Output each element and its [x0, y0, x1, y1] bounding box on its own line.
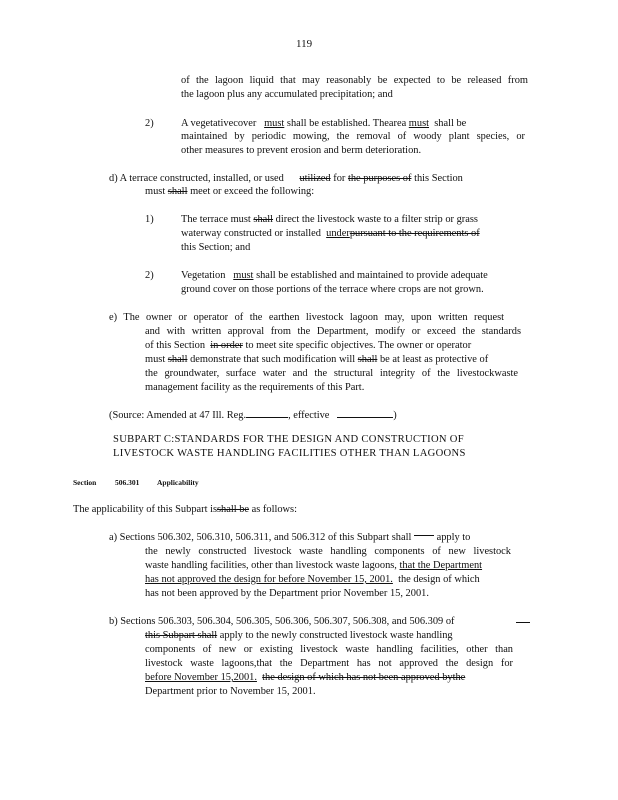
- list-number: 2): [145, 270, 154, 281]
- paragraph-line: The terrace must shall direct the livestock waste to a filter strip or grass: [181, 214, 478, 225]
- paragraph-line: components of new or existing livestock waste handling facilities, other than: [145, 644, 513, 655]
- paragraph-line: management facility as the requirements of this Part.: [145, 382, 365, 393]
- paragraph-line: the lagoon plus any accumulated precipitation; and: [181, 89, 393, 100]
- paragraph-line: has not been approved by the Department prior November 15, 2001.: [145, 588, 429, 599]
- paragraph-line: The applicability of this Subpart isshall be as follows:: [73, 504, 297, 515]
- paragraph-line: Vegetation must shall be established and maintained to provide adequate: [181, 270, 488, 281]
- paragraph-line: a) Sections 506.302, 506.310, 506.311, and 506.312 of this Subpart shall apply to: [109, 532, 471, 543]
- paragraph-line: A vegetativecover must shall be established. Thearea must shall be: [181, 118, 467, 129]
- paragraph-line: of the lagoon liquid that may reasonably be expected to be released from: [181, 75, 528, 86]
- paragraph-line: has not approved the design for before November 15, 2001. the design of which: [145, 574, 480, 585]
- section-title: Applicability: [157, 478, 199, 487]
- paragraph-line: must shall meet or exceed the following:: [145, 186, 315, 197]
- list-number: 2): [145, 118, 154, 129]
- paragraph-line: this Subpart shall apply to the newly constructed livestock waste handling: [145, 630, 453, 641]
- paragraph-line: and with written approval from the Department, modify or exceed the standards: [145, 326, 521, 337]
- source-note: (Source: Amended at 47 Ill. Reg. , effective ): [109, 407, 397, 422]
- paragraph-line: livestock waste lagoons,that the Department has not approved the design for: [145, 658, 513, 669]
- paragraph-line: Department prior to November 15, 2001.: [145, 686, 316, 697]
- paragraph-line: waste handling facilities, other than livestock waste lagoons, that the Department: [145, 560, 483, 571]
- paragraph-line: the groundwater, surface water and the structural integrity of the livestockwaste: [145, 368, 518, 379]
- paragraph-line: other measures to prevent erosion and berm deterioration.: [181, 145, 422, 156]
- strike-dash: [516, 622, 530, 623]
- paragraph-line: must shall demonstrate that such modification will shall be at least as protective of: [145, 354, 489, 365]
- section-label: Section: [73, 478, 97, 487]
- section-number: 506.301: [115, 478, 140, 487]
- paragraph-line: waterway constructed or installed underpursuant to the requirements of: [181, 228, 480, 239]
- paragraph-line: of this Section in order to meet site specific objectives. The owner or operator: [145, 340, 472, 351]
- paragraph-line: e) The owner or operator of the earthen livestock lagoon may, upon written request: [109, 312, 504, 323]
- paragraph-line: b) Sections 506.303, 506.304, 506.305, 506.306, 506.307, 506.308, and 506.309 of: [109, 616, 455, 627]
- list-number: 1): [145, 214, 154, 225]
- paragraph-line: this Section; and: [181, 242, 251, 253]
- page-number: 119: [296, 38, 313, 50]
- paragraph-line: maintained by periodic mowing, the removal of woody plant species, or: [181, 131, 525, 142]
- subpart-heading-line: LIVESTOCK WASTE HANDLING FACILITIES OTHER THAN LAGOONS: [113, 448, 466, 459]
- paragraph-line: before November 15,2001. the design of which has not been approved bythe: [145, 672, 466, 683]
- paragraph-line: ground cover on those portions of the terrace where crops are not grown.: [181, 284, 484, 295]
- paragraph-line: d) A terrace constructed, installed, or used utilized for the purposes of this Section: [109, 173, 463, 184]
- paragraph-line: the newly constructed livestock waste handling components of new livestock: [145, 546, 511, 557]
- subpart-heading-line: SUBPART C:STANDARDS FOR THE DESIGN AND CONSTRUCTION OF: [113, 434, 464, 445]
